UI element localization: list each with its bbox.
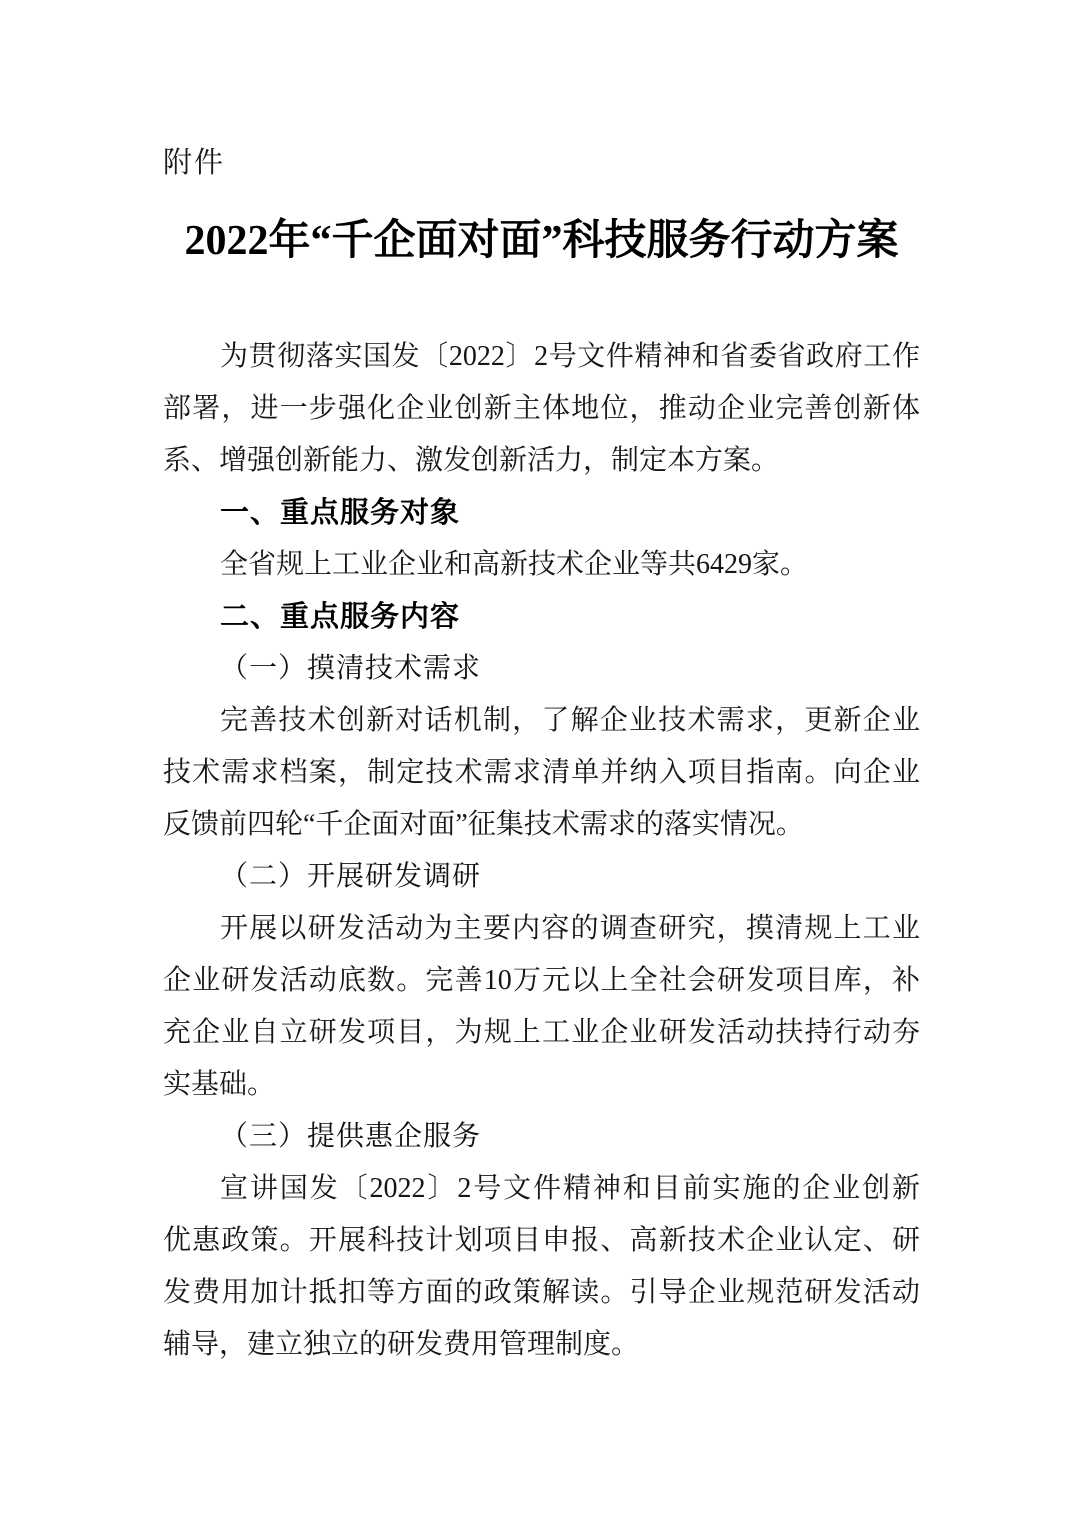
section-heading: [163, 591, 920, 643]
paragraph-line: 完善技术创新对话机制，了解企业技术需求，更新企业: [220, 705, 920, 736]
document-title: 2022年“千企面对面”科技服务行动方案: [184, 218, 899, 264]
paragraph: [163, 331, 920, 487]
paragraph-line: 发费用加计抵扣等方面的政策解读。引导企业规范研发活动: [163, 1277, 920, 1308]
sub-heading: [163, 643, 920, 695]
section-heading: [163, 487, 920, 539]
paragraph-line: 辅导，建立独立的研发费用管理制度。: [163, 1329, 640, 1360]
paragraph-line: 开展以研发活动为主要内容的调查研究，摸清规上工业: [220, 913, 920, 944]
paragraph: [163, 1163, 920, 1371]
paragraph-line: 全省规上工业企业和高新技术企业等共6429家。: [220, 549, 809, 580]
paragraph-line: 优惠政策。开展科技计划项目申报、高新技术企业认定、研: [163, 1225, 920, 1256]
sub-heading-text: （二）开展研发调研: [220, 861, 482, 892]
paragraph-line: 实基础。: [163, 1069, 276, 1100]
paragraph: [163, 903, 920, 1111]
section-heading-text: 二、重点服务内容: [220, 601, 461, 633]
sub-heading: [163, 851, 920, 903]
paragraph-line: 充企业自立研发项目，为规上工业企业研发活动扶持行动夯: [163, 1017, 920, 1048]
sub-heading-text: （三）提供惠企服务: [220, 1121, 482, 1152]
paragraph-line: 宣讲国发〔2022〕2号文件精神和目前实施的企业创新: [220, 1173, 920, 1204]
paragraph-line: 部署，进一步强化企业创新主体地位，推动企业完善创新体: [163, 393, 920, 424]
paragraph-line: 企业研发活动底数。完善10万元以上全社会研发项目库，补: [163, 965, 920, 996]
paragraph: [163, 539, 920, 591]
section-heading-text: 一、重点服务对象: [220, 497, 461, 529]
attachment-label: 附件: [163, 147, 226, 179]
paragraph-line: 反馈前四轮“千企面对面”征集技术需求的落实情况。: [163, 809, 804, 840]
paragraph-line: 技术需求档案，制定技术需求清单并纳入项目指南。向企业: [163, 757, 920, 788]
paragraph: [163, 695, 920, 851]
sub-heading-text: （一）摸清技术需求: [220, 653, 482, 684]
paragraph-line: 系、增强创新能力、激发创新活力，制定本方案。: [163, 445, 780, 476]
sub-heading: [163, 1111, 920, 1163]
document-body: [163, 331, 920, 1371]
paragraph-line: 为贯彻落实国发〔2022〕2号文件精神和省委省政府工作: [220, 341, 920, 372]
